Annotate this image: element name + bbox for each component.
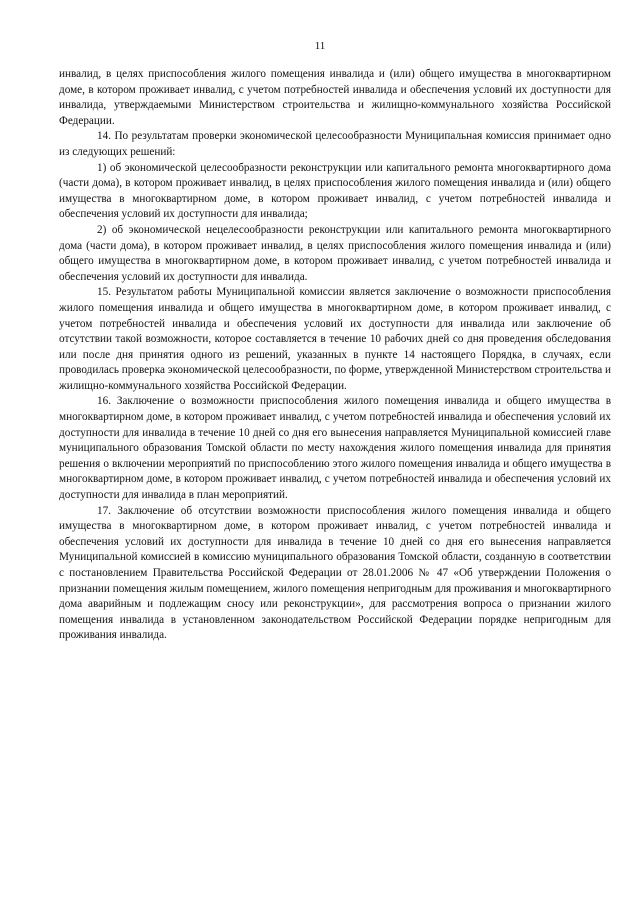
paragraph-16: 16. Заключение о возможности приспособления жилого помещения инвалида и общего имущества в многоквартирном доме, в котором проживает инвалид, с учетом потребностей инвалида и обеспечения условий их доступности для инвалида в течение 10 дней со дня его вынесения направляется Муниципальной комиссией главе муниципального образования Томской области по месту нахождения жилого помещения инвалида для принятия решения о включении мероприятий по приспособлению этого жилого помещения инвалида и общего имущества в многоквартирном доме, в котором проживает инвалид, с учетом потребностей инвалида и обеспечения условий их доступности для инвалида в план мероприятий. [59, 395, 611, 502]
paragraph-14: 14. По результатам проверки экономической целесообразности Муниципальная комиссия принимает одно из следующих решений: [59, 130, 611, 158]
paragraph-17: 17. Заключение об отсутствии возможности приспособления жилого помещения инвалида и общего имущества в многоквартирном доме, в котором проживает инвалид, с учетом потребностей инвалида и обеспечения условий их доступности для инвалида в течение 10 дней со дня его вынесения направляется Муниципальной комиссией в комиссию муниципального образования Томской области, созданную в соответствии с постановлением Правительства Российской Федерации от 28.01.2006 № 47 «Об утверждении Положения о признании помещения жилым помещением, жилого помещения непригодным для проживания и многоквартирного дома аварийным и подлежащим сносу или реконструкции», для рассмотрения вопроса о признании жилого помещения инвалида в установленном законодательством Российской Федерации порядке непригодным для проживания инвалида. [59, 504, 611, 642]
paragraph-14-item-2: 2) об экономической нецелесообразности реконструкции или капитального ремонта многоквартирного дома (части дома), в котором проживает инвалид, в целях приспособления жилого помещения инвалида и (или) общего имущества в многоквартирном доме, в котором проживает инвалид, с учетом потребностей инвалида и обеспечения условий их доступности для инвалида. [59, 223, 611, 283]
paragraph-14-item-1: 1) об экономической целесообразности реконструкции или капитального ремонта многоквартирного дома (части дома), в котором проживает инвалид, в целях приспособления жилого помещения инвалида и (или) общего имущества в многоквартирном доме, в котором проживает инвалид, с учетом потребностей инвалида и обеспечения условий их доступности для инвалида; [59, 161, 611, 221]
paragraph-15: 15. Результатом работы Муниципальной комиссии является заключение о возможности приспособления жилого помещения инвалида и общего имущества в многоквартирном доме, в котором проживает инвалид, с учетом потребностей инвалида и обеспечения условий их доступности для инвалида или заключение об отсутствии такой возможности, которое составляется в течение 10 рабочих дней со дня проведения обследования или после дня принятия одного из решений, указанных в пункте 14 настоящего Порядка, в случаях, если проводилась проверка экономической целесообразности, по форме, утвержденной Министерством строительства и жилищно-коммунального хозяйства Российской Федерации. [59, 286, 611, 392]
page-number: 11 [314, 40, 326, 52]
paragraph-continuation: инвалид, в целях приспособления жилого помещения инвалида и (или) общего имущества в многоквартирном доме, в котором проживает инвалид, с учетом потребностей инвалида и обеспечения условий их доступности для инвалида, утверждаемыми Министерством строительства и жилищно-коммунального хозяйства Российской Федерации. [59, 68, 611, 127]
document-body [59, 67, 611, 644]
